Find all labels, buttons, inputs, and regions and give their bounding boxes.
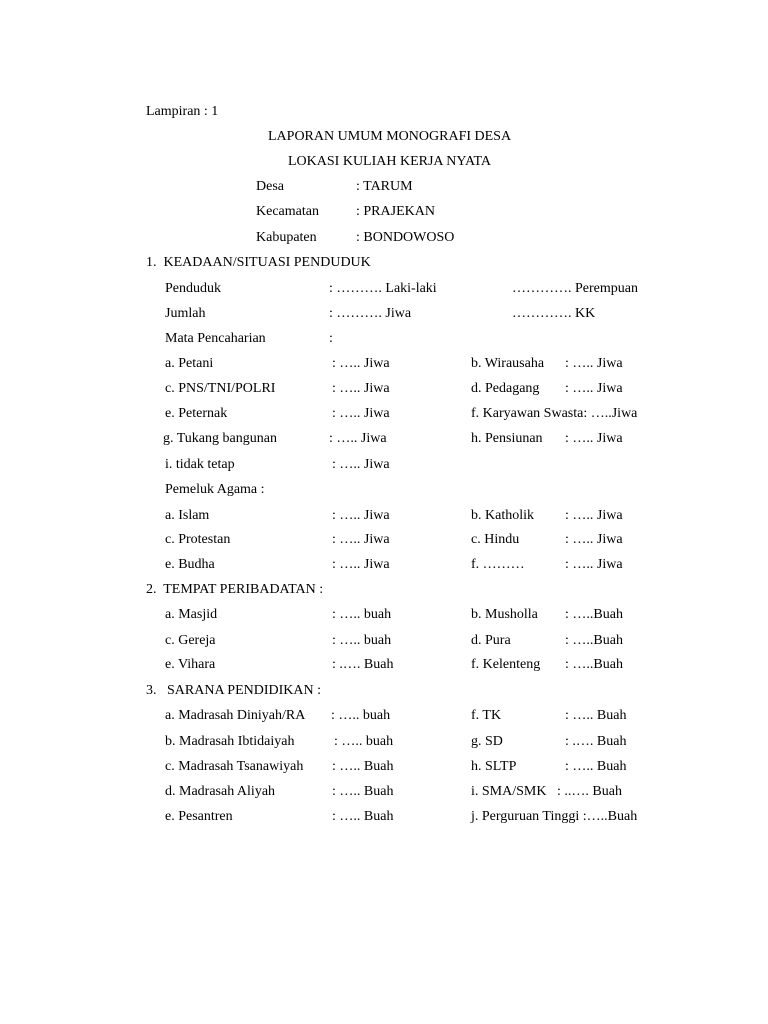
jumlah-kk: …………. KK xyxy=(512,306,596,321)
pendidikan-row-right-value: : ..…. Buah xyxy=(557,784,622,799)
agama-row-right-label: f. ……… xyxy=(471,557,525,572)
agama-row-left-value: : ….. Jiwa xyxy=(332,532,390,547)
pendidikan-row-left-label: d. Madrasah Aliyah xyxy=(165,784,276,799)
mata-row-left-label: g. Tukang bangunan xyxy=(163,431,277,446)
pendidikan-row-left-value: : ….. buah xyxy=(331,708,391,723)
pendidikan-row-left-label: b. Madrasah Ibtidaiyah xyxy=(165,734,295,749)
mata-row-left-label: c. PNS/TNI/POLRI xyxy=(165,381,276,396)
mata-row-right-value: : ….. Jiwa xyxy=(565,431,623,446)
mata-row-right-label: h. Pensiunan xyxy=(471,431,543,446)
ibadah-row-left-value: : .…. Buah xyxy=(332,657,394,672)
ibadah-row-right-value: : …..Buah xyxy=(565,657,623,672)
mata-row-left-value: : ….. Jiwa xyxy=(332,406,390,421)
mata-row-left-label: e. Peternak xyxy=(165,406,228,421)
pendidikan-row-left-value: : ….. buah xyxy=(334,734,394,749)
pendidikan-row-left-value: : ….. Buah xyxy=(332,759,394,774)
mata-row-left-value: : ….. Jiwa xyxy=(332,356,390,371)
jumlah-label: Jumlah xyxy=(165,306,206,321)
pendidikan-row-right-label: i. SMA/SMK xyxy=(471,784,547,799)
ibadah-row-right-label: b. Musholla xyxy=(471,607,538,622)
ibadah-row-right-value: : …..Buah xyxy=(565,607,623,622)
agama-row-left-label: c. Protestan xyxy=(165,532,231,547)
jumlah-jiwa: : ………. Jiwa xyxy=(329,306,412,321)
location-desa-value: : TARUM xyxy=(356,179,413,194)
agama-row-right-value: : ….. Jiwa xyxy=(565,508,623,523)
section2-heading: 2. TEMPAT PERIBADATAN : xyxy=(146,582,324,597)
attachment-label: Lampiran : 1 xyxy=(146,104,219,119)
agama-row-left-value: : ….. Jiwa xyxy=(332,508,390,523)
pendidikan-row-right-value: : ….. Buah xyxy=(565,759,627,774)
mata-row-right-label: d. Pedagang xyxy=(471,381,540,396)
ibadah-row-right-label: d. Pura xyxy=(471,633,511,648)
mata-row-left-label: a. Petani xyxy=(165,356,214,371)
ibadah-row-left-value: : ….. buah xyxy=(332,607,392,622)
section3-heading: 3. SARANA PENDIDIKAN : xyxy=(146,683,322,698)
pendidikan-row-left-label: c. Madrasah Tsanawiyah xyxy=(165,759,304,774)
agama-row-right-value: : ….. Jiwa xyxy=(565,532,623,547)
ibadah-row-left-label: a. Masjid xyxy=(165,607,218,622)
mata-row-left-value: : ….. Jiwa xyxy=(329,431,387,446)
ibadah-row-right-value: : …..Buah xyxy=(565,633,623,648)
pendidikan-row-right-label: f. TK xyxy=(471,708,502,723)
mata-pencaharian-label: Mata Pencaharian xyxy=(165,331,266,346)
section1-heading: 1. KEADAAN/SITUASI PENDUDUK xyxy=(146,255,371,270)
mata-pencaharian-colon: : xyxy=(329,331,333,346)
ibadah-row-left-label: e. Vihara xyxy=(165,657,216,672)
penduduk-male: : ………. Laki-laki xyxy=(329,281,437,296)
ibadah-row-right-label: f. Kelenteng xyxy=(471,657,541,672)
location-desa-label: Desa xyxy=(256,179,284,194)
agama-row-right-label: b. Katholik xyxy=(471,508,534,523)
pendidikan-row-right-value: : ….. Buah xyxy=(565,708,627,723)
mata-row-right-label: b. Wirausaha xyxy=(471,356,545,371)
agama-row-right-label: c. Hindu xyxy=(471,532,520,547)
pendidikan-row-right-label: g. SD xyxy=(471,734,503,749)
pendidikan-row-right-label: j. Perguruan Tinggi :…..Buah xyxy=(471,809,638,824)
penduduk-female: …………. Perempuan xyxy=(512,281,638,296)
mata-row-left-value: : ….. Jiwa xyxy=(332,457,390,472)
ibadah-row-left-value: : ….. buah xyxy=(332,633,392,648)
ibadah-row-left-label: c. Gereja xyxy=(165,633,216,648)
penduduk-label: Penduduk xyxy=(165,281,221,296)
location-kecamatan-value: : PRAJEKAN xyxy=(356,204,435,219)
pendidikan-row-left-value: : ….. Buah xyxy=(332,809,394,824)
pendidikan-row-left-label: a. Madrasah Diniyah/RA xyxy=(165,708,306,723)
agama-row-left-label: a. Islam xyxy=(165,508,210,523)
doc-subtitle: LOKASI KULIAH KERJA NYATA xyxy=(288,154,492,169)
pemeluk-agama-label: Pemeluk Agama : xyxy=(165,482,265,497)
agama-row-left-label: e. Budha xyxy=(165,557,215,572)
location-kabupaten-value: : BONDOWOSO xyxy=(356,230,455,245)
location-kabupaten-label: Kabupaten xyxy=(256,230,317,245)
mata-row-left-value: : ….. Jiwa xyxy=(332,381,390,396)
pendidikan-row-right-label: h. SLTP xyxy=(471,759,517,774)
doc-title: LAPORAN UMUM MONOGRAFI DESA xyxy=(268,129,512,144)
mata-row-right-label: f. Karyawan Swasta: …..Jiwa xyxy=(471,406,638,421)
agama-row-left-value: : ….. Jiwa xyxy=(332,557,390,572)
pendidikan-row-right-value: : .…. Buah xyxy=(565,734,627,749)
mata-row-right-value: : ….. Jiwa xyxy=(565,381,623,396)
pendidikan-row-left-value: : ….. Buah xyxy=(332,784,394,799)
agama-row-right-value: : ….. Jiwa xyxy=(565,557,623,572)
mata-row-left-label: i. tidak tetap xyxy=(165,457,235,472)
location-kecamatan-label: Kecamatan xyxy=(256,204,319,219)
mata-row-right-value: : ….. Jiwa xyxy=(565,356,623,371)
pendidikan-row-left-label: e. Pesantren xyxy=(165,809,233,824)
